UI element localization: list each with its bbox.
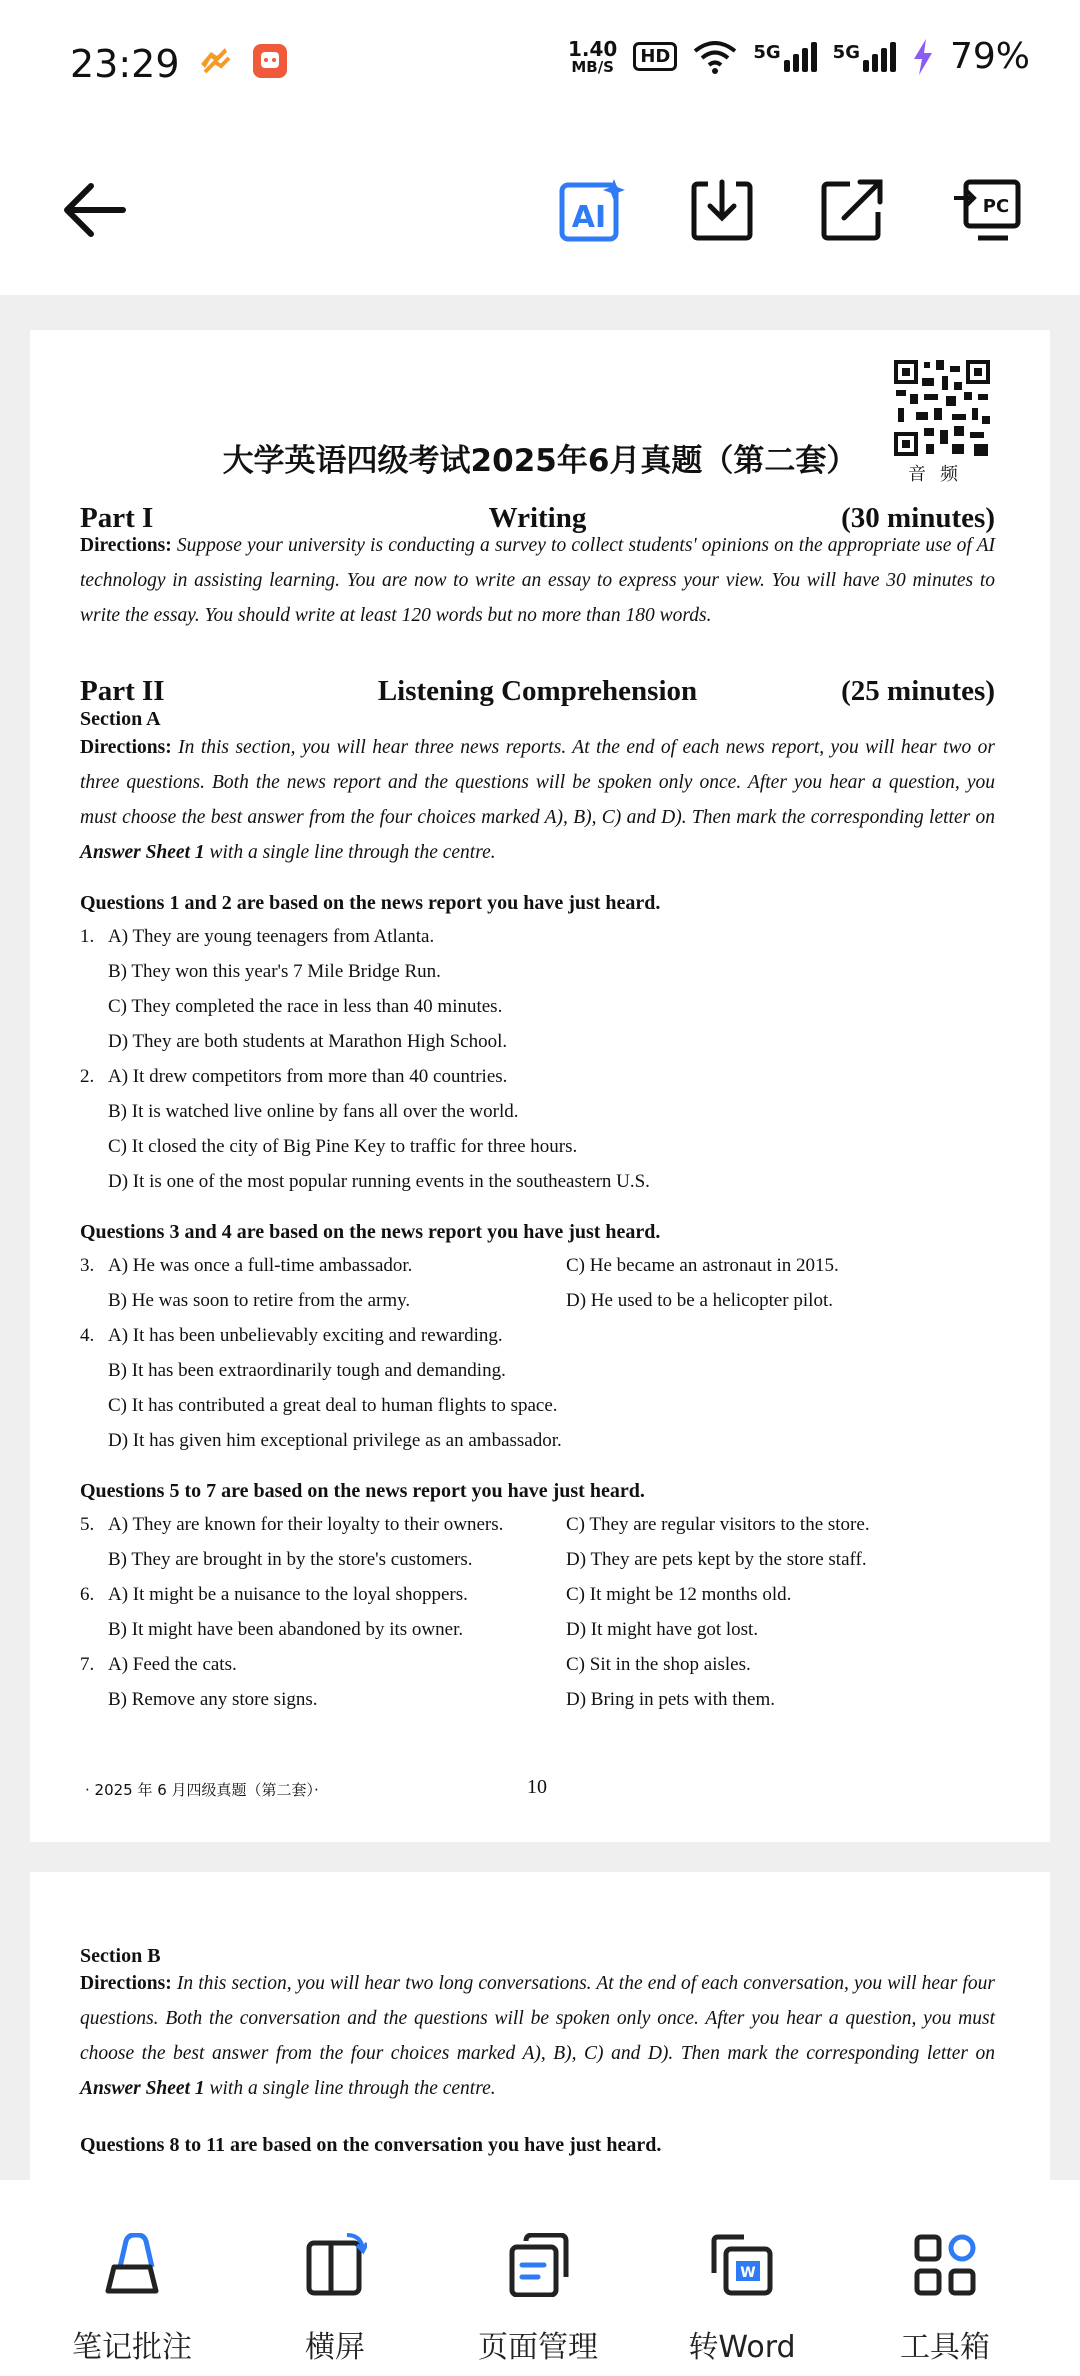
- answer-option: B) He was soon to retire from the army.: [108, 1290, 411, 1311]
- toolbox-icon: [913, 2233, 977, 2297]
- app-notification-icon: [195, 42, 233, 80]
- signal-bars-icon: [863, 42, 896, 72]
- rotate-landscape-icon: [303, 2233, 367, 2297]
- answer-option: C) He became an astronaut in 2015.: [566, 1255, 839, 1276]
- svg-text:W: W: [740, 2265, 756, 2281]
- answer-option: B) It is watched live online by fans all over the world.: [108, 1101, 519, 1122]
- answer-option: D) It has given him exceptional privilege as an ambassador.: [108, 1430, 562, 1451]
- part2-header: [80, 675, 995, 708]
- directions-text: with a single line through the centre.: [204, 842, 496, 863]
- signal-bars-icon: [784, 42, 817, 72]
- answer-option: B) It has been extraordinarily tough and demanding.: [108, 1360, 506, 1381]
- answer-option: A) It drew competitors from more than 40 countries.: [108, 1066, 508, 1087]
- pc-label: PC: [982, 196, 1010, 217]
- directions-label: Directions:: [80, 737, 172, 758]
- pdf-page: [30, 1872, 1050, 2180]
- question-number: 7.: [80, 1654, 95, 1675]
- answer-option: D) He used to be a helicopter pilot.: [566, 1290, 833, 1311]
- nav-to-word[interactable]: [652, 2230, 832, 2366]
- answer-option: D) They are pets kept by the store staff.: [566, 1549, 867, 1570]
- nav-toolbox[interactable]: [855, 2230, 1035, 2366]
- net-speed-unit: MB/S: [571, 57, 614, 76]
- section-a-label: Section A: [80, 708, 161, 730]
- pdf-page: [30, 330, 1050, 1842]
- nav-landscape-label: 横屏: [305, 2330, 365, 2365]
- answer-option: C) They completed the race in less than 40 minutes.: [108, 996, 503, 1017]
- nav-annotate[interactable]: [42, 2230, 222, 2366]
- answer-option: D) They are both students at Marathon High School.: [108, 1031, 508, 1052]
- directions-text: Suppose your university is conducting a survey to collect students' opinions on the appropriate use of AI technology in assisting learning. You are now to write an essay to express your view. You will have 30 minutes to write the essay. You should write at least 120 words but no more than 180 words.: [80, 535, 995, 626]
- part1-time: (30 minutes): [841, 502, 995, 534]
- back-button[interactable]: [55, 170, 135, 250]
- page-manage-icon: [506, 2233, 570, 2297]
- answer-option: D) It is one of the most popular running events in the southeastern U.S.: [108, 1171, 650, 1192]
- answer-option: D) Bring in pets with them.: [566, 1689, 775, 1710]
- section-b-directions: [80, 1966, 995, 2106]
- directions-label: Directions:: [80, 1973, 172, 1994]
- top-toolbar: [0, 130, 1080, 295]
- part1-label: Part I: [80, 502, 154, 534]
- questions-header: Questions 5 to 7 are based on the news report you have just heard.: [80, 1480, 645, 1502]
- question-number: 4.: [80, 1325, 95, 1346]
- section-b-label: Section B: [80, 1945, 161, 1967]
- download-button[interactable]: [682, 170, 762, 250]
- signal-1-label: 5G: [753, 41, 781, 63]
- directions-text: In this section, you will hear two long conversations. At the end of each conversation, you will hear four questions. Both the conversation and the questions will be spoken only once. After you hear a question, you must choose the best answer from the four choices marked A), B), C) and D). Then mark the corresponding letter on: [80, 1973, 995, 2064]
- answer-option: C) Sit in the shop aisles.: [566, 1654, 751, 1675]
- charging-bolt-icon: [912, 39, 934, 75]
- part2-time: (25 minutes): [841, 675, 995, 707]
- arrow-left-icon: [63, 182, 127, 238]
- document-title: 大学英语四级考试2025年6月真题（第二套）: [222, 443, 858, 479]
- download-icon: [690, 178, 754, 242]
- nav-page-manage[interactable]: [448, 2230, 628, 2366]
- question-number: 6.: [80, 1584, 95, 1605]
- answer-option: B) Remove any store signs.: [108, 1689, 318, 1710]
- wifi-icon: [693, 39, 737, 75]
- questions-header: Questions 8 to 11 are based on the conversation you have just heard.: [80, 2134, 662, 2156]
- answer-option: D) It might have got lost.: [566, 1619, 759, 1640]
- pc-button[interactable]: [942, 170, 1032, 250]
- answer-option: C) It has contributed a great deal to human flights to space.: [108, 1395, 558, 1416]
- net-speed-value: 1.40: [567, 36, 618, 61]
- part2-directions: [80, 730, 995, 870]
- question-number: 5.: [80, 1514, 95, 1535]
- signal-1: [753, 42, 816, 72]
- answer-option: C) They are regular visitors to the store.: [566, 1514, 870, 1535]
- qr-label: 音频: [908, 464, 972, 485]
- questions-header: Questions 1 and 2 are based on the news report you have just heard.: [80, 892, 661, 914]
- answer-sheet-label: Answer Sheet 1: [80, 2078, 205, 2099]
- nav-to-word-label: 转Word: [688, 2330, 796, 2365]
- ai-label: AI: [571, 200, 607, 235]
- status-bar: [0, 0, 1080, 130]
- ai-icon: [558, 177, 628, 243]
- net-speed: [567, 36, 618, 76]
- battery-percent: 79%: [949, 36, 1030, 77]
- part1-directions: [80, 528, 995, 633]
- nav-annotate-label: 笔记批注: [72, 2330, 192, 2365]
- answer-option: A) Feed the cats.: [108, 1654, 237, 1675]
- word-convert-icon: [710, 2233, 774, 2297]
- answer-option: B) They are brought in by the store's customers.: [108, 1549, 473, 1570]
- share-icon: [820, 178, 884, 242]
- answer-option: B) It might have been abandoned by its owner.: [108, 1619, 464, 1640]
- document-viewer[interactable]: [0, 295, 1080, 2180]
- nav-toolbox-label: 工具箱: [900, 2330, 990, 2365]
- part1-name: Writing: [488, 502, 587, 534]
- answer-option: A) It has been unbelievably exciting and rewarding.: [108, 1325, 503, 1346]
- page-footer-label: · 2025 年 6 月四级真题（第二套）·: [85, 1781, 319, 1799]
- directions-label: Directions:: [80, 535, 172, 556]
- answer-sheet-label: Answer Sheet 1: [80, 842, 205, 863]
- share-button[interactable]: [812, 170, 892, 250]
- part2-label: Part II: [80, 675, 165, 707]
- page-number: 10: [527, 1776, 547, 1798]
- answer-option: A) He was once a full-time ambassador.: [108, 1255, 413, 1276]
- nav-page-manage-label: 页面管理: [478, 2330, 598, 2365]
- answer-option: A) It might be a nuisance to the loyal shoppers.: [108, 1584, 468, 1605]
- send-to-pc-icon: [952, 178, 1022, 242]
- question-number: 1.: [80, 926, 95, 947]
- status-right: [568, 36, 1030, 77]
- answer-option: A) They are young teenagers from Atlanta.: [108, 926, 435, 947]
- app-notification-icon: [251, 42, 289, 80]
- answer-option: B) They won this year's 7 Mile Bridge Run.: [108, 961, 441, 982]
- pen-annotate-icon: [100, 2233, 164, 2297]
- answer-option: A) They are known for their loyalty to their owners.: [108, 1514, 504, 1535]
- answer-option: C) It might be 12 months old.: [566, 1584, 792, 1605]
- questions-header: Questions 3 and 4 are based on the news report you have just heard.: [80, 1221, 661, 1243]
- hd-badge: HD: [633, 42, 677, 71]
- answer-option: C) It closed the city of Big Pine Key to traffic for three hours.: [108, 1136, 578, 1157]
- question-number: 3.: [80, 1255, 95, 1276]
- nav-landscape[interactable]: [245, 2230, 425, 2366]
- signal-2-label: 5G: [832, 41, 860, 63]
- directions-text: with a single line through the centre.: [204, 2078, 496, 2099]
- bottom-toolbar: [0, 2180, 1080, 2376]
- notification-icons: [195, 42, 289, 80]
- part2-name: Listening Comprehension: [377, 675, 698, 707]
- status-time: 23:29: [70, 42, 180, 86]
- question-number: 2.: [80, 1066, 95, 1087]
- directions-text: In this section, you will hear three news reports. At the end of each news report, you will hear two or three questions. Both the news report and the questions will be spoken only once. After you hear a question, you must choose the best answer from the four choices marked A), B), C) and D). Then mark the corresponding letter on: [80, 737, 995, 828]
- ai-button[interactable]: [553, 170, 633, 250]
- signal-2: [833, 42, 896, 72]
